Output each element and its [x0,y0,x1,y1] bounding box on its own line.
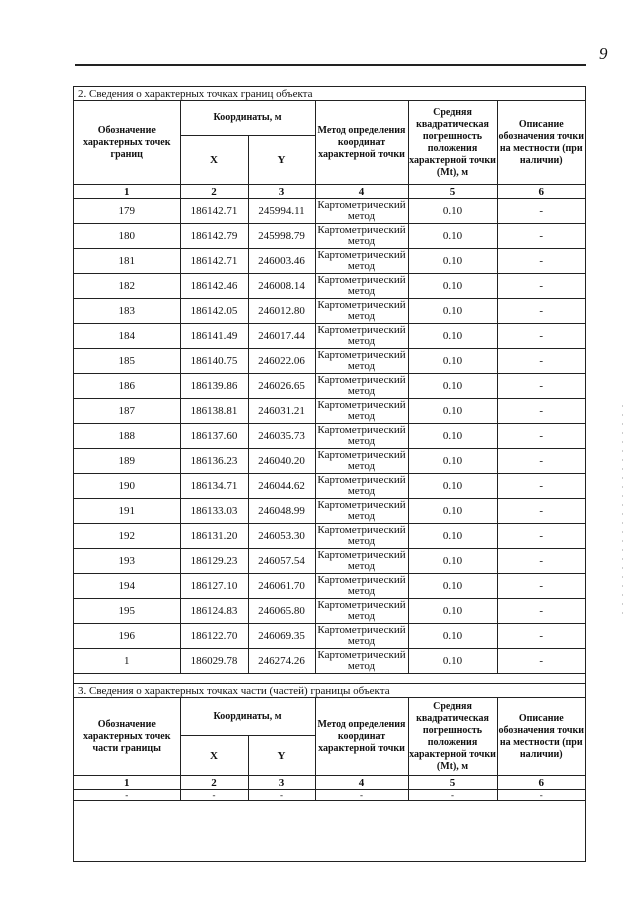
table-row [74,790,585,801]
desc-cell: - [497,374,585,399]
header-method: Метод определения координат характерной точки [315,698,408,776]
x-cell: 186142.79 [180,224,248,249]
x-cell: 186141.49 [180,324,248,349]
method-cell: Картометрический метод [315,524,408,549]
point-cell: 196 [74,624,180,649]
mt-cell: 0.10 [408,649,497,674]
col-number: 2 [180,776,248,790]
desc-cell: - [497,649,585,674]
desc-cell: - [497,574,585,599]
col-number: 6 [497,776,585,790]
point-cell: 183 [74,299,180,324]
point-cell: 188 [74,424,180,449]
y-cell: 245994.11 [248,199,315,224]
x-cell: 186142.71 [180,249,248,274]
mt-cell: 0.10 [408,449,497,474]
x-cell: 186142.05 [180,299,248,324]
header-point: Обозначение характерных точек части границы [74,698,180,776]
table-row [74,199,585,224]
table-row [74,624,585,649]
header-method: Метод определения координат характерной точки [315,101,408,185]
header-error: Средняя квадратическая погрешность положения характерной точки (Mt), м [408,101,497,185]
mt-cell: 0.10 [408,424,497,449]
table-row [74,349,585,374]
y-cell: 246061.70 [248,574,315,599]
header-y: Y [248,136,315,185]
mt-cell: 0.10 [408,224,497,249]
section3-title: 3. Сведения о характерных точках части (частей) границы объекта [74,684,585,698]
mt-cell: 0.10 [408,274,497,299]
col-number: 1 [74,185,180,199]
scan-artifact [622,405,623,615]
method-cell: Картометрический метод [315,574,408,599]
table-row [74,524,585,549]
mt-cell: 0.10 [408,324,497,349]
mt-cell: 0.10 [408,499,497,524]
point-cell: 186 [74,374,180,399]
y-cell: 246048.99 [248,499,315,524]
table-row [74,274,585,299]
mt-cell: 0.10 [408,349,497,374]
col-number: 4 [315,776,408,790]
method-cell: Картометрический метод [315,424,408,449]
point-cell: 193 [74,549,180,574]
method-cell: Картометрический метод [315,649,408,674]
desc-cell: - [497,474,585,499]
method-cell: Картометрический метод [315,349,408,374]
y-cell: 246040.20 [248,449,315,474]
mt-cell: 0.10 [408,599,497,624]
section2-table [74,87,585,674]
point-cell: 190 [74,474,180,499]
y-cell: 246003.46 [248,249,315,274]
col-number: 2 [180,185,248,199]
mt-cell: 0.10 [408,549,497,574]
point-cell: 189 [74,449,180,474]
x-cell: 186133.03 [180,499,248,524]
table-row [74,299,585,324]
method-cell: Картометрический метод [315,274,408,299]
y-cell: 246057.54 [248,549,315,574]
table-row [74,374,585,399]
col-number: 1 [74,776,180,790]
table-row [74,599,585,624]
header-desc: Описание обозначения точки на местности (при наличии) [497,698,585,776]
desc-cell: - [497,249,585,274]
col-number: 5 [408,185,497,199]
method-cell: Картометрический метод [315,199,408,224]
mt-cell: 0.10 [408,249,497,274]
method-cell: Картометрический метод [315,249,408,274]
method-cell: Картометрический метод [315,399,408,424]
point-cell: 182 [74,274,180,299]
x-cell: 186029.78 [180,649,248,674]
point-cell: 195 [74,599,180,624]
table-row [74,224,585,249]
y-cell: 246069.35 [248,624,315,649]
table-row [74,324,585,349]
desc-cell: - [497,499,585,524]
method-cell: Картометрический метод [315,499,408,524]
header-desc: Описание обозначения точки на местности (при наличии) [497,101,585,185]
table-row [74,649,585,674]
col-number: 3 [248,776,315,790]
method-cell: Картометрический метод [315,324,408,349]
header-rule [75,64,586,66]
document-frame [73,86,586,862]
x-cell: 186142.46 [180,274,248,299]
page-number: 9 [599,44,608,63]
desc-cell: - [497,299,585,324]
method-cell: Картометрический метод [315,449,408,474]
method-cell: Картометрический метод [315,549,408,574]
desc-cell: - [497,224,585,249]
header-y: Y [248,736,315,776]
y-cell: 246026.65 [248,374,315,399]
point-cell: 185 [74,349,180,374]
point-cell: 179 [74,199,180,224]
col-number: 4 [315,185,408,199]
y-cell: 246035.73 [248,424,315,449]
x-cell: 186140.75 [180,349,248,374]
header-x: X [180,136,248,185]
point-cell: 194 [74,574,180,599]
table-row [74,549,585,574]
table-row [74,449,585,474]
desc-cell: - [497,424,585,449]
table-row [74,424,585,449]
y-cell: 246012.80 [248,299,315,324]
desc-cell: - [497,349,585,374]
table-row [74,499,585,524]
header-error: Средняя квадратическая погрешность положения характерной точки (Mt), м [408,698,497,776]
desc-cell: - [497,399,585,424]
y-cell: 246065.80 [248,599,315,624]
point-cell: 1 [74,649,180,674]
mt-cell: 0.10 [408,374,497,399]
mt-cell: 0.10 [408,399,497,424]
x-cell: 186136.23 [180,449,248,474]
header-x: X [180,736,248,776]
desc-cell: - [497,324,585,349]
table-row [74,399,585,424]
point-cell: 180 [74,224,180,249]
point-cell: 181 [74,249,180,274]
desc-cell: - [497,449,585,474]
y-cell: 246017.44 [248,324,315,349]
x-cell: 186127.10 [180,574,248,599]
empty-cell: - [497,790,585,801]
method-cell: Картометрический метод [315,624,408,649]
table-row [74,249,585,274]
section3-table [74,683,585,801]
x-cell: 186122.70 [180,624,248,649]
x-cell: 186138.81 [180,399,248,424]
mt-cell: 0.10 [408,574,497,599]
header-point: Обозначение характерных точек границ [74,101,180,185]
x-cell: 186137.60 [180,424,248,449]
point-cell: 191 [74,499,180,524]
y-cell: 246022.06 [248,349,315,374]
y-cell: 245998.79 [248,224,315,249]
x-cell: 186142.71 [180,199,248,224]
desc-cell: - [497,599,585,624]
table-row [74,574,585,599]
x-cell: 186131.20 [180,524,248,549]
method-cell: Картометрический метод [315,374,408,399]
x-cell: 186134.71 [180,474,248,499]
desc-cell: - [497,199,585,224]
y-cell: 246274.26 [248,649,315,674]
col-number: 3 [248,185,315,199]
desc-cell: - [497,624,585,649]
empty-cell: - [180,790,248,801]
mt-cell: 0.10 [408,199,497,224]
header-coords: Координаты, м [180,698,315,736]
x-cell: 186139.86 [180,374,248,399]
col-number: 6 [497,185,585,199]
empty-cell: - [408,790,497,801]
header-coords: Координаты, м [180,101,315,136]
empty-cell: - [248,790,315,801]
x-cell: 186129.23 [180,549,248,574]
y-cell: 246008.14 [248,274,315,299]
desc-cell: - [497,549,585,574]
method-cell: Картометрический метод [315,299,408,324]
table-row [74,474,585,499]
x-cell: 186124.83 [180,599,248,624]
section2-title: 2. Сведения о характерных точках границ объекта [74,87,585,101]
empty-cell: - [315,790,408,801]
method-cell: Картометрический метод [315,224,408,249]
y-cell: 246031.21 [248,399,315,424]
col-number: 5 [408,776,497,790]
mt-cell: 0.10 [408,474,497,499]
point-cell: 192 [74,524,180,549]
empty-cell: - [74,790,180,801]
desc-cell: - [497,524,585,549]
mt-cell: 0.10 [408,299,497,324]
mt-cell: 0.10 [408,524,497,549]
mt-cell: 0.10 [408,624,497,649]
y-cell: 246053.30 [248,524,315,549]
point-cell: 187 [74,399,180,424]
point-cell: 184 [74,324,180,349]
desc-cell: - [497,274,585,299]
method-cell: Картометрический метод [315,474,408,499]
y-cell: 246044.62 [248,474,315,499]
method-cell: Картометрический метод [315,599,408,624]
